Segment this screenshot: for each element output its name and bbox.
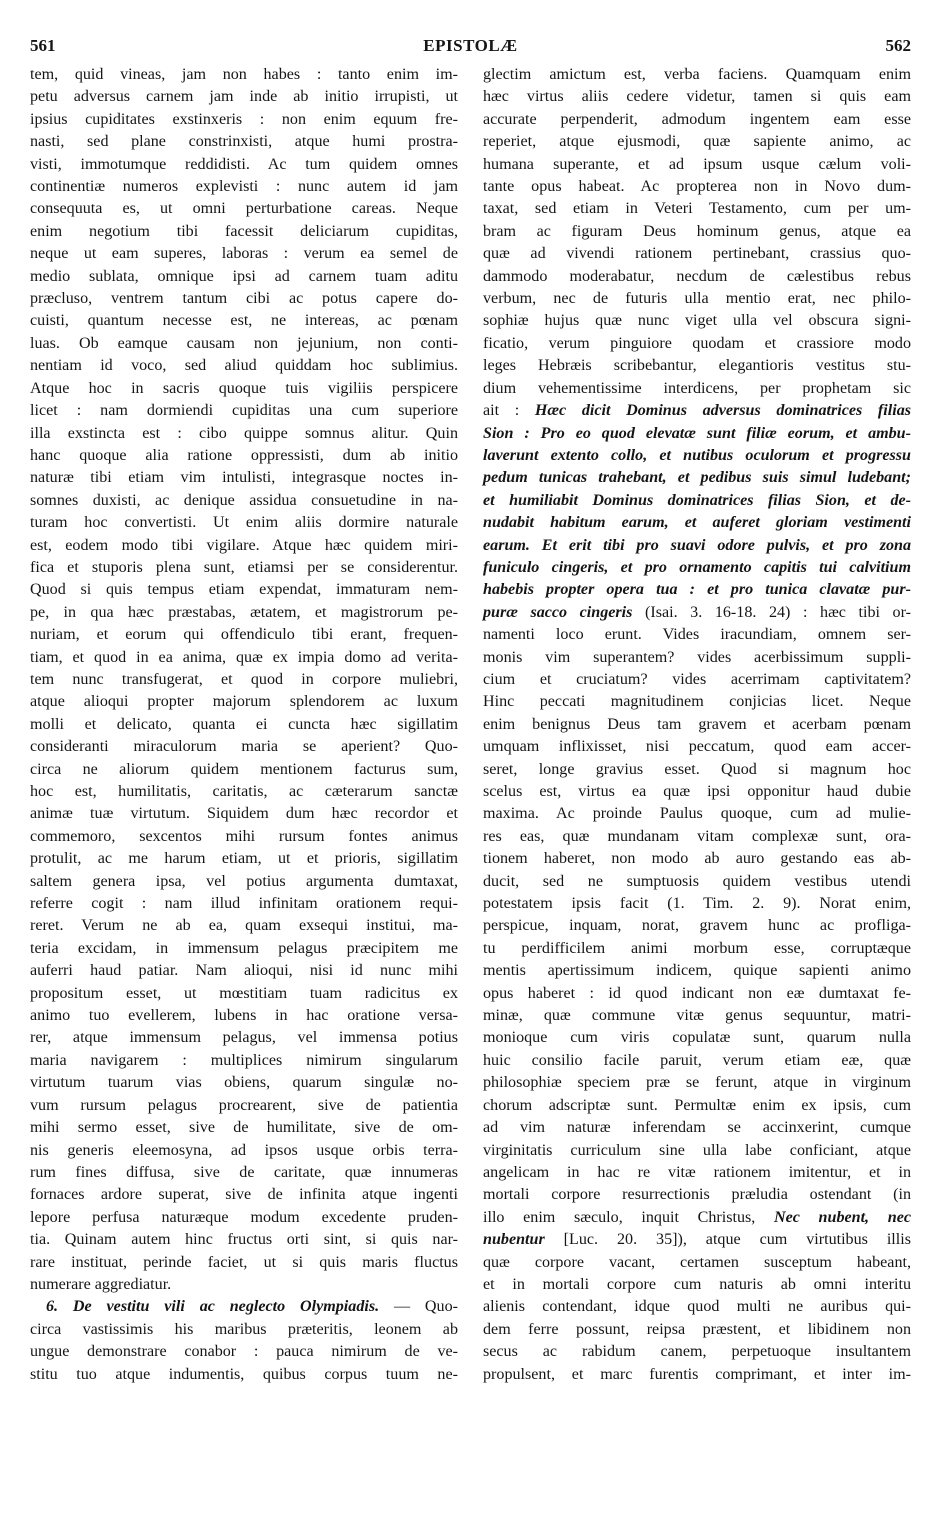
text-line (30, 579, 458, 601)
text-line (30, 624, 458, 646)
text-run: enim benignus Deus tam gravem et acerbam pœnam (483, 715, 911, 733)
text-run: somnes duxisti, ac denique assidua consuetudine in na- (30, 491, 458, 509)
italic-text: nudabit habitum earum, et auferet gloriam vestimenti (483, 514, 911, 532)
text-line (483, 1140, 911, 1162)
right-column (483, 64, 911, 1386)
text-line (483, 1274, 911, 1296)
text-line (483, 915, 911, 937)
text-run: sophiæ hujus quæ nunc viget ulla vel obscura signi- (483, 312, 911, 330)
text-line (483, 64, 911, 86)
text-run: ad vim naturæ inferendam se accinxerint, cumque (483, 1119, 911, 1137)
text-line (483, 871, 911, 893)
text-run: namenti loco erunt. Vides iracundiam, omnem ser- (483, 626, 911, 644)
text-line (30, 64, 458, 86)
text-line (30, 176, 458, 198)
text-run: auferri haud patiar. Nam alioqui, nisi id nunc mihi (30, 962, 458, 980)
italic-text: Nec nubent, nec (773, 1208, 911, 1226)
text-run: accurate perpenderit, admodum ingentem eam esse (483, 110, 911, 128)
text-run: visti, immotumque reddidisti. Ac tum quidem omnes (30, 155, 458, 173)
text-run: tiam, et quod in ea anima, quæ ex impia domo ad verita- (30, 648, 458, 666)
text-line (483, 310, 911, 332)
text-run: dammodo moderabatur, necdum de cælestibus rebus (483, 267, 911, 285)
text-line (483, 647, 911, 669)
text-run: monioque cum viris copulatæ sunt, quarum nulla (483, 1029, 911, 1047)
text-run: tem, quid vineas, jam non habes : tanto enim im- (30, 66, 458, 83)
text-line (483, 266, 911, 288)
text-run: fica et stuporis plena sunt, etiamsi per se considerentur. (30, 558, 458, 576)
text-line (30, 1364, 458, 1386)
text-line (30, 221, 458, 243)
text-line (30, 1095, 458, 1117)
text-line (30, 1117, 458, 1139)
text-run: nuriam, et eorum qui offendiculo tibi erant, frequen- (30, 626, 458, 644)
text-run: Hinc peccati magnitudinem conjicias licet. Neque (483, 693, 911, 711)
text-run: hanc quoque alia ratione oppressisti, dum ab initio (30, 446, 458, 464)
text-run: (Isai. 3. 16-18. 24) : hæc tibi or- (632, 603, 911, 621)
italic-text: Hæc dicit Dominus adversus dominatrices filias (534, 402, 911, 420)
text-line (483, 714, 911, 736)
text-line (30, 378, 458, 400)
text-run: tionem haberet, non modo ab auro gestando eas ab- (483, 850, 911, 868)
text-run: tia. Quinam autem hinc fructus orti sint, si quis nar- (30, 1231, 458, 1249)
text-line (483, 938, 911, 960)
text-line (30, 871, 458, 893)
text-line (30, 1072, 458, 1094)
text-run: lepore perfusa naturæque modum excedente pruden- (30, 1208, 458, 1226)
text-line (483, 1184, 911, 1206)
text-line (483, 378, 911, 400)
italic-text: pedum tunicas trahebant, et pedibus suis simul ludebant; (483, 469, 911, 487)
text-run: nasti, sed plane constrinxisti, atque humi prostra- (30, 133, 458, 151)
text-run: atque alioqui propter majorum splendorem ac luxum (30, 693, 458, 711)
text-line (483, 1162, 911, 1184)
text-run: circa ne aliorum quidem mentionem facturus sum, (30, 760, 458, 778)
text-run: commemoro, sexcentos mihi rursum fontes animus (30, 827, 458, 845)
text-run: continentiæ numeros explevisti : nunc autem id jam (30, 178, 458, 196)
text-run: taxat, sed etiam in Veteri Testamento, cum per um- (483, 200, 911, 218)
quote-line (483, 423, 911, 445)
text-line (30, 535, 458, 557)
text-line (30, 557, 458, 579)
text-run: reret. Verum ne ab ea, quam exsequi institui, ma- (30, 917, 458, 935)
text-run: chorum adscriptæ sunt. Permultæ enim ex ipsis, cum (483, 1096, 911, 1114)
text-run: rare instituat, perinde faciet, ut si quis maris fluctus (30, 1253, 458, 1271)
text-run: luas. Ob eamque causam non jejunium, non conti- (30, 334, 458, 352)
text-run: Quod si quis tempus etiam expendat, immaturam nem- (30, 581, 458, 599)
text-run: quæ corpore vacant, certamen susceptum habeant, (483, 1253, 911, 1271)
running-title: EPISTOLÆ (423, 36, 518, 55)
text-run: medio sublata, omnique ipsi ad carnem tuam aditu (30, 267, 458, 285)
text-line (483, 983, 911, 1005)
text-line (483, 826, 911, 848)
text-run: seret, longe gravius esset. Quod si magnum hoc (483, 760, 911, 778)
text-run: hæc virtus aliis cedere videtur, tamen si quis eam (483, 88, 911, 106)
text-run: enim negotium tibi facessit deliciarum cupiditas, (30, 222, 458, 240)
text-line (483, 736, 911, 758)
text-line (30, 445, 458, 467)
text-line (483, 759, 911, 781)
text-line (483, 1229, 911, 1251)
text-run: petu adversus carnem jam inde ab initio irrupisti, ut (30, 88, 458, 106)
text-run: verbum, nec de futuris ulla mentio erat, nec philo- (483, 290, 911, 308)
text-run: illa exstincta est : cibo quippe somnus alitur. Quin (30, 424, 458, 442)
text-line (483, 221, 911, 243)
text-line (30, 1229, 458, 1251)
text-run: animo tuo evellerem, lubens in hac oratione versa- (30, 1007, 458, 1025)
text-line (30, 983, 458, 1005)
text-line (483, 288, 911, 310)
text-run: ungue demonstrare conabor : pauca nimirum de ve- (30, 1343, 458, 1361)
text-line (30, 1027, 458, 1049)
text-run: reperiet, atque ejusmodi, quæ sapiente animo, ac (483, 133, 911, 151)
text-line (30, 960, 458, 982)
text-line (30, 288, 458, 310)
text-line (483, 1319, 911, 1341)
page-header (30, 36, 911, 60)
text-line (483, 333, 911, 355)
text-line (30, 1184, 458, 1206)
text-run: maria navigarem : multiplices nimirum singularum (30, 1051, 458, 1069)
text-line (30, 243, 458, 265)
text-run: consequuta es, ut omni perturbatione careas. Neque (30, 200, 458, 218)
text-line (30, 310, 458, 332)
italic-text: 6. De vestitu vili ac neglecto Olympiadis. (46, 1298, 380, 1316)
text-run: vum rursum pelagus procrearent, sive de patientia (30, 1096, 458, 1114)
page-number-right: 562 (885, 36, 911, 55)
quote-line (483, 512, 911, 534)
quote-line (483, 490, 911, 512)
text-line (483, 1364, 911, 1386)
text-run: humana superante, et ad ipsum usque cælum voli- (483, 155, 911, 173)
text-line (483, 1252, 911, 1274)
text-line (30, 512, 458, 534)
text-line (30, 602, 458, 624)
text-line (483, 1341, 911, 1363)
text-run: alienis contendant, idque quod multi ne auribus qui- (483, 1298, 911, 1316)
text-line (30, 1005, 458, 1027)
text-line (483, 198, 911, 220)
text-line (483, 781, 911, 803)
text-run: saltem genera ipsa, vel potius argumenta dumtaxat, (30, 872, 458, 890)
text-line (30, 266, 458, 288)
text-line (483, 624, 911, 646)
text-line (483, 154, 911, 176)
text-line (30, 893, 458, 915)
text-line (483, 669, 911, 691)
italic-text: puræ sacco cingeris (483, 603, 633, 621)
text-run: ait : (483, 402, 535, 420)
text-run: mihi sermo esset, sive de humilitate, sive de om- (30, 1119, 458, 1137)
text-run: cium et cruciatum? vides acerrimam captivitatem? (483, 670, 911, 688)
text-line (30, 691, 458, 713)
text-line (30, 467, 458, 489)
text-line (30, 915, 458, 937)
text-run: potestatem ipsis facit (1. Tim. 2. 9). Norat enim, (483, 895, 911, 913)
left-column (30, 64, 458, 1386)
text-run: illo enim sæculo, inquit Christus, (483, 1208, 774, 1226)
text-line (30, 826, 458, 848)
text-run: numerare aggrediatur. (30, 1275, 172, 1293)
text-line (483, 243, 911, 265)
text-run: præcluso, ventrem tantum cibi ac potus capere do- (30, 290, 458, 308)
italic-text: Sion : Pro eo quod elevatæ sunt filiæ eorum, et ambu- (483, 424, 911, 442)
text-run: rer, atque immensum pelagus, vel immensa potius (30, 1029, 458, 1047)
text-run: res eas, quæ mundanam vitam complexæ sunt, ora- (483, 827, 911, 845)
text-run: bram ac figuram Deus hominum genus, atque ea (483, 222, 911, 240)
quote-line (483, 579, 911, 601)
text-line (30, 1319, 458, 1341)
text-line (30, 759, 458, 781)
text-run: monis vim superantem? vides acerbissimum suppli- (483, 648, 911, 666)
text-line (483, 1050, 911, 1072)
text-line (483, 355, 911, 377)
text-run: Atque hoc in sacris quoque tuis vigiliis perspicere (30, 379, 458, 397)
text-line (483, 1027, 911, 1049)
text-line (30, 1252, 458, 1274)
text-line (483, 1005, 911, 1027)
text-line (30, 781, 458, 803)
quote-line (483, 535, 911, 557)
text-run: minæ, quæ commune vitæ genus sequuntur, matri- (483, 1007, 911, 1025)
text-run: tu perdifficilem animi morbum esse, corruptæque (483, 939, 911, 957)
text-run: tante opus habeat. Ac propterea non in Novo dum- (483, 178, 911, 196)
text-run: protulit, ac me harum etiam, ut et prioris, sigillatim (30, 850, 458, 868)
text-line (483, 803, 911, 825)
text-run: rum fines diffusa, sive de caritate, quæ innumeras (30, 1163, 458, 1181)
text-run: tem nunc transfugerat, et quod in corpore muliebri, (30, 670, 458, 688)
page-number-left: 561 (30, 36, 56, 55)
text-line (30, 1207, 458, 1229)
text-run: licet : nam dormiendi cupiditas una cum superiore (30, 402, 458, 420)
text-line (30, 1050, 458, 1072)
column-gutter (470, 64, 471, 1484)
text-line (30, 333, 458, 355)
text-run: dium vehementissime interdicens, per prophetam sic (483, 379, 911, 397)
text-run: opus haberet : id quod indicant non eæ dumtaxat fe- (483, 984, 911, 1002)
text-line (30, 1274, 458, 1296)
italic-text: habebis propter opera tua : et pro tunica clavatæ pur- (483, 581, 911, 599)
text-run: nentiam id voco, sed aliud quiddam hoc sublimius. (30, 357, 458, 375)
text-run: [Luc. 20. 35]), atque cum virtutibus illis (544, 1231, 911, 1249)
text-run: ducit, sed ne sumptuosis quidem vestibus utendi (483, 872, 911, 890)
text-run: secus ac rabidum canem, perpetuoque insultantem (483, 1343, 911, 1361)
text-run: — Quo- (379, 1298, 458, 1316)
text-line (483, 176, 911, 198)
text-run: mentis apertissimum indicem, quique sapienti animo (483, 962, 911, 980)
text-line (30, 154, 458, 176)
text-run: virtutum tuarum vias obiens, quarum singulæ no- (30, 1074, 458, 1092)
text-run: pe, in qua hæc præstabas, ætatem, et magistrorum pe- (30, 603, 458, 621)
text-run: cuisti, quantum necesse est, ne intereas, ac pœnam (30, 312, 458, 330)
text-run: stitu tuo atque indumentis, quibus corpus tuum ne- (30, 1365, 458, 1383)
text-run: nis generis eleemosyna, ad ipsos usque orbis terra- (30, 1141, 458, 1159)
text-run: philosophiæ speciem præ se ferunt, atque in virginum (483, 1074, 911, 1092)
italic-text: et humiliabit Dominus dominatrices filias Sion, et de- (483, 491, 911, 509)
quote-end-line (483, 602, 911, 624)
text-line (483, 691, 911, 713)
text-line (483, 109, 911, 131)
text-line (30, 1162, 458, 1184)
text-run: scelus est, virtus ea quæ ipsi opponitur haud dubie (483, 783, 911, 800)
text-run: teria excidam, in immensum pelagus præcipitem me (30, 939, 458, 957)
quote-line (483, 445, 911, 467)
text-run: propulsent, et marc furentis comprimant, et inter im- (483, 1365, 911, 1383)
text-run: angelicam in hac re vitæ rationem imitentur, et in (483, 1163, 911, 1181)
text-run: referre cogit : nam illud infinitam orationem requi- (30, 895, 458, 913)
text-line (30, 109, 458, 131)
quote-line (483, 467, 911, 489)
text-line (30, 400, 458, 422)
text-run: fornaces ardore superat, sive de infinita atque ingenti (30, 1186, 458, 1204)
text-run: neque ut eam superes, laboras : verum ea semel de (30, 245, 458, 263)
quote-line (483, 557, 911, 579)
text-run: naturæ tibi etiam vim intulisti, integrasque noctes in- (30, 469, 458, 487)
text-run: ficatio, verum pinguiore quodam et crassiore modo (483, 334, 911, 352)
text-line (30, 355, 458, 377)
text-run: mortali corpore resurrectionis præludia ostendant (in (483, 1186, 911, 1204)
italic-text: earum. Et erit tibi pro suavi odore pulvis, et pro zona (483, 536, 911, 554)
text-line (483, 1072, 911, 1094)
text-run: consideranti miraculorum maria se aperient? Quo- (30, 738, 458, 756)
text-run: maxima. Ac proinde Paulus quoque, cum ad mulie- (483, 805, 911, 823)
text-run: hoc est, humilitatis, caritatis, ac cæterarum sanctæ (30, 783, 458, 800)
text-line (483, 1207, 911, 1229)
quote-start-line (483, 400, 911, 422)
text-line (30, 1341, 458, 1363)
text-line (30, 1140, 458, 1162)
text-run: huic consilio facile paruit, verum etiam eæ, quæ (483, 1051, 911, 1069)
text-run: turam hoc convertisti. Ut enim aliis dormire naturale (30, 514, 458, 532)
text-line (30, 736, 458, 758)
text-line (483, 1095, 911, 1117)
text-run: glectim amictum est, verba faciens. Quamquam enim (483, 66, 911, 83)
text-run: umquam inflixisset, nisi peccatum, quod eam accer- (483, 738, 911, 756)
text-line (30, 647, 458, 669)
text-line (483, 86, 911, 108)
text-line (30, 714, 458, 736)
italic-text: nubentur (483, 1231, 545, 1249)
text-line (30, 803, 458, 825)
text-line (30, 938, 458, 960)
text-line (483, 1117, 911, 1139)
text-run: virginitatis curriculum sine ulla labe conficiant, atque (483, 1141, 911, 1159)
text-line (30, 86, 458, 108)
text-run: et in mortali corpore cum naturis ab omni interitu (483, 1275, 911, 1293)
text-run: circa vastissimis his maribus præteritis, leonem ab (30, 1320, 458, 1338)
text-line (483, 1296, 911, 1318)
text-line (483, 893, 911, 915)
text-run: dem ferre possunt, reipsa præstent, et libidinem non (483, 1320, 911, 1338)
text-run: perspicue, inquam, norat, gravem hunc ac profliga- (483, 917, 911, 935)
text-run: animæ tuæ virtutum. Siquidem dum hæc recordor et (30, 805, 458, 823)
text-run: molli et delicato, quanta ei cuncta hæc sigillatim (30, 715, 458, 733)
text-run: leges Hebræis scribebantur, elegantioris vestitus stu- (483, 357, 911, 375)
text-run: est, eodem modo tibi vigilare. Atque hæc quidem miri- (30, 536, 458, 554)
text-line (30, 131, 458, 153)
text-run: propositum esset, ut mœstitiam tuam radicitus ex (30, 984, 458, 1002)
section-heading-line (30, 1296, 458, 1318)
text-line (30, 848, 458, 870)
text-line (30, 423, 458, 445)
italic-text: funiculo cingeris, et pro ornamento capitis tui calvitium (483, 558, 911, 576)
text-line (30, 490, 458, 512)
text-line (483, 960, 911, 982)
text-run: ipsius cupiditates exstinxeris : non enim equum fre- (30, 110, 458, 128)
text-line (483, 848, 911, 870)
text-line (30, 669, 458, 691)
text-line (30, 198, 458, 220)
text-run: quæ ad vivendi rationem pertinebant, crassius quo- (483, 245, 911, 263)
italic-text: laverunt extento collo, et nutibus oculorum et progressu (483, 446, 911, 464)
text-line (483, 131, 911, 153)
